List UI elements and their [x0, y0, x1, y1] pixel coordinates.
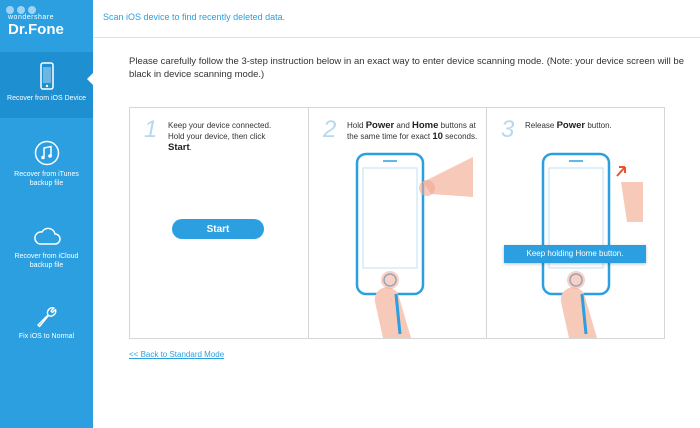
- sidebar-item-fix-ios[interactable]: [0, 304, 93, 368]
- phone-illustration: [345, 152, 475, 338]
- step-3: [486, 108, 664, 338]
- back-to-standard-mode-link[interactable]: << Back to Standard Mode: [129, 350, 225, 359]
- wrench-icon: [35, 304, 59, 328]
- step-line: .: [189, 143, 192, 152]
- step-number: 1: [144, 116, 158, 143]
- step-text: [347, 120, 482, 142]
- brand-company: wondershare: [8, 14, 54, 21]
- iphone-icon: [40, 62, 54, 90]
- step-number: 3: [501, 116, 515, 143]
- step-emphasis: Home: [412, 120, 439, 131]
- step-line: button.: [585, 121, 612, 130]
- instruction-text: Please carefully follow the 3-step instruction below in an exact way to enter device scanning mode. (Note: your device screen will be black in device scanning mode.): [129, 56, 684, 80]
- step-2: [308, 108, 486, 338]
- start-button[interactable]: Start: [172, 219, 264, 239]
- step-emphasis: Power: [556, 120, 586, 131]
- step-line: Release: [525, 121, 557, 130]
- brand-logo: Dr.Fone: [8, 21, 64, 38]
- hold-home-tooltip: Keep holding Home button.: [504, 245, 646, 263]
- step-line: Hold your device, then click: [168, 132, 266, 141]
- sidebar-item-ios-device[interactable]: [0, 52, 93, 118]
- step-emphasis: Start: [168, 142, 190, 153]
- step-line: Keep your device connected.: [168, 121, 272, 130]
- window-zoom-button[interactable]: [28, 6, 36, 14]
- window-minimize-button[interactable]: [17, 6, 25, 14]
- step-line: and: [394, 121, 412, 130]
- sidebar-item-icloud-backup[interactable]: [0, 224, 93, 288]
- steps-panel: [129, 107, 665, 339]
- page-title: Scan iOS device to find recently deleted data.: [103, 12, 286, 22]
- step-text: [525, 120, 660, 131]
- sidebar-item-label: Recover from iTunes backup file: [14, 171, 79, 187]
- window-close-button[interactable]: [6, 6, 14, 14]
- step-number: 2: [323, 116, 337, 143]
- step-text: [168, 120, 303, 153]
- sidebar-item-label: Fix iOS to Normal: [18, 333, 75, 340]
- step-line: seconds.: [442, 132, 478, 141]
- cloud-icon: [32, 224, 62, 248]
- sidebar-item-itunes-backup[interactable]: [0, 140, 93, 204]
- music-note-icon: [34, 140, 60, 166]
- sidebar-item-label: Recover from iCloud backup file: [14, 253, 79, 269]
- header: [93, 0, 700, 38]
- active-indicator: [87, 73, 93, 85]
- step-emphasis: 10: [432, 131, 443, 142]
- step-line: buttons at the same time for exact: [347, 121, 476, 141]
- sidebar-item-label: Recover from iOS Device: [7, 95, 86, 102]
- step-line: Hold: [347, 121, 366, 130]
- step-1: [130, 108, 308, 338]
- sidebar: [0, 0, 93, 428]
- step-emphasis: Power: [365, 120, 395, 131]
